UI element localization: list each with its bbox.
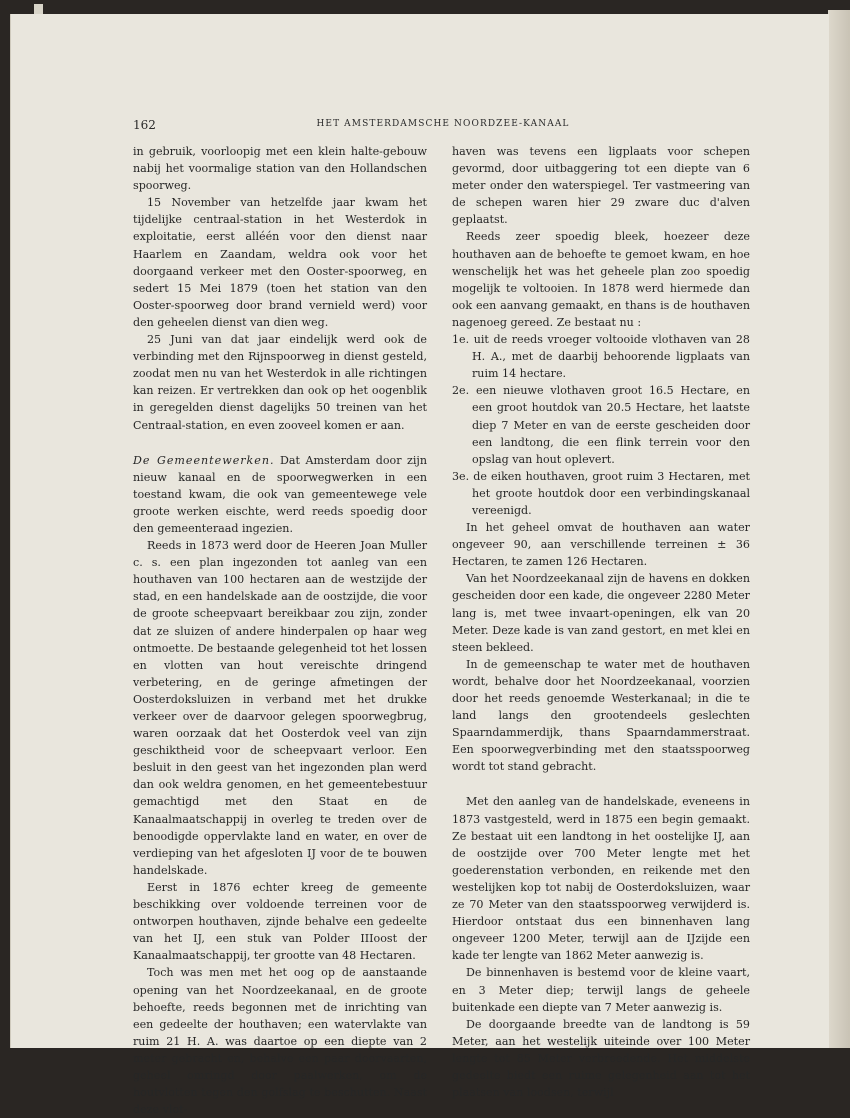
paragraph: 25 Juni van dat jaar eindelijk werd ook de verbinding met den Rijnspoorweg in dienst gesteld, zoodat men nu van het Westerdok in alle richtingen kan reizen. Er vertrekken dan ook op het oogenblik in geregelden dienst dagelijks 50 treinen van het Centraal-station, en even zooveel komen er aan. (133, 333, 427, 432)
paragraph: Reeds in 1873 werd door de Heeren Joan Muller c. s. een plan ingezonden tot aanleg van een houthaven van 100 hectaren aan de westzijde der stad, en een handelskade aan de oostzijde, die voor de groote scheepvaart bereikbaar zou zijn, zonder dat ze sluizen of andere hinderpalen op haar weg ontmoette. De bestaande gelegenheid tot het lossen en vlotten van hout vereischte dringend verbetering, en de geringe afmetingen der Oosterdoksluizen in verband met het drukke verkeer over de daarvoor gelegen spoorwegbrug, waren oorzaak dat het Oosterdok veel van zijn geschiktheid voor de scheepvaart verloor. Een besluit in den geest van het ingezonden plan werd dan ook weldra genomen, en het gemeentebestuur gemachtigd met den Staat en de Kanaalmaatschappij in overleg te treden over de benoodigde oppervlakte land en water, en over de verdieping van het afgesloten IJ voor de te bouwen handelskade. (133, 539, 427, 877)
paragraph: Reeds zeer spoedig bleek, hoezeer deze houthaven aan de behoefte te gemoet kwam, en hoe wenschelijk het was het geheele plan zoo spoedig mogelijk te voltooien. In 1878 werd hiermede dan ook een aanvang gemaakt, en thans is de houthaven nagenoeg gereed. Ze bestaat nu : (452, 230, 750, 329)
paragraph: De Gemeentewerken. Dat Amsterdam door zijn nieuw kanaal en de spoorwegwerken in een toestand kwam, die ook van gemeentewege vele groote werken eischte, werd reeds spoedig door den gemeenteraad ingezien. (133, 453, 427, 535)
paragraph: Eerst in 1876 echter kreeg de gemeente beschikking over voldoende terreinen voor de ontworpen houthaven, zijnde behalve een gedeelte van het IJ, een stuk van Polder IIIoost der Kanaalmaatschappij, ter grootte van 48 Hectaren. (133, 880, 427, 963)
running-head: HET AMSTERDAMSCHE NOORDZEE-KANAAL (316, 119, 570, 129)
left-column (133, 143, 427, 1118)
list-item: 1e. uit de reeds vroeger voltooide vlothaven van 28 H. A., met de daarbij behoorende ligplaats van ruim 14 hectare. (452, 333, 750, 381)
adjacent-page-edge (828, 10, 850, 1048)
paragraph: De doorgaande breedte van de landtong is 59 Meter, aan het westelijk uiteinde over 100 Meter lengte tot 85 Meter verbreedende. Het middelste gedeelte biedt een ruime gelegenheid aan tot het plaatsen van loodsen, terwijl (452, 1017, 750, 1100)
paragraph: In de gemeenschap te water met de houthaven wordt, behalve door het Noordzeekanaal, voorzien door het reeds genoemde Westerkanaal; in die te land langs den grootendeels geslechten Spaarndammerdijk, thans Spaarndammerstraat. Een spoorwegverbinding met den staatsspoorweg wordt tot stand gebracht. (452, 657, 750, 774)
paragraph: Toch was men met het oog op de aanstaande opening van het Noordzeekanaal, en de groote behoefte, reeds begonnen met de inrichting van een gedeelte der houthaven; een watervlakte van ruim 21 H. A. was daartoe op een diepte van 2 meter gebracht en, behalve een paar doorvaarten, geheel omringd door paalwerken, om de houtvlotten tegen den golfslag te beschutten. Naast deze vlot- (133, 966, 427, 1117)
list-item: 2e. een nieuwe vlothaven groot 16.5 Hectare, en een groot houtdok van 20.5 Hectare, het laatste diep 7 Meter en van de eerste gescheiden door een landtong, die een flink terrein voor den opslag van hout oplevert. (452, 384, 750, 466)
paragraph: Van het Noordzeekanaal zijn de havens en dokken gescheiden door een kade, die ongeveer 2280 Meter lang is, met twee invaart-openingen, elk van 20 Meter. Deze kade is van zand gestort, en met klei en steen bekleed. (452, 572, 750, 654)
right-column (452, 143, 750, 1101)
paragraph: In het geheel omvat de houthaven aan water ongeveer 90, aan verschillende terreinen ± 36 Hectaren, te zamen 126 Hectaren. (452, 521, 750, 569)
paragraph: haven was tevens een ligplaats voor schepen gevormd, door uitbaggering tot een diepte van 6 meter onder den waterspiegel. Ter vastmeering van de schepen waren hier 29 zware duc d'alven geplaatst. (452, 145, 750, 227)
paragraph: De binnenhaven is bestemd voor de kleine vaart, en 3 Meter diep; terwijl langs de geheele buitenkade een diepte van 7 Meter aanwezig is. (452, 966, 750, 1014)
list-item: 3e. de eiken houthaven, groot ruim 3 Hectaren, met het groote houtdok door een verbindingskanaal vereenigd. (452, 469, 750, 517)
paragraph: 15 November van hetzelfde jaar kwam het tijdelijke centraal-station in het Westerdok in exploitatie, eerst alléén voor den dienst naar Haarlem en Zaandam, weldra ook voor het doorgaand verkeer met den Ooster-spoorweg, en sedert 15 Mei 1879 (toen het station van den Ooster-spoorweg door brand vernield werd) voor den geheelen dienst van dien weg. (133, 196, 427, 329)
paragraph: Met den aanleg van de handelskade, eveneens in 1873 vastgesteld, werd in 1875 een begin gemaakt. Ze bestaat uit een landtong in het oostelijke IJ, aan de oostzijde over 700 Meter lengte met het goederenstation verbonden, en reikende met den westelijken kop tot nabij de Oosterdoksluizen, waar ze 70 Meter van den staatsspoorweg verwijderd is. Hierdoor ontstaat dus een binnenhaven lang ongeveer 1200 Meter, terwijl aan de IJzijde een kade ter lengte van 1862 Meter aanwezig is. (452, 795, 750, 963)
paragraph: in gebruik, voorloopig met een klein halte-gebouw nabij het voormalige station van den Hollandschen spoorweg. (133, 145, 427, 193)
page-number: 162 (133, 118, 156, 132)
page-header (133, 118, 753, 134)
section-heading: De Gemeentewerken. (133, 453, 275, 467)
